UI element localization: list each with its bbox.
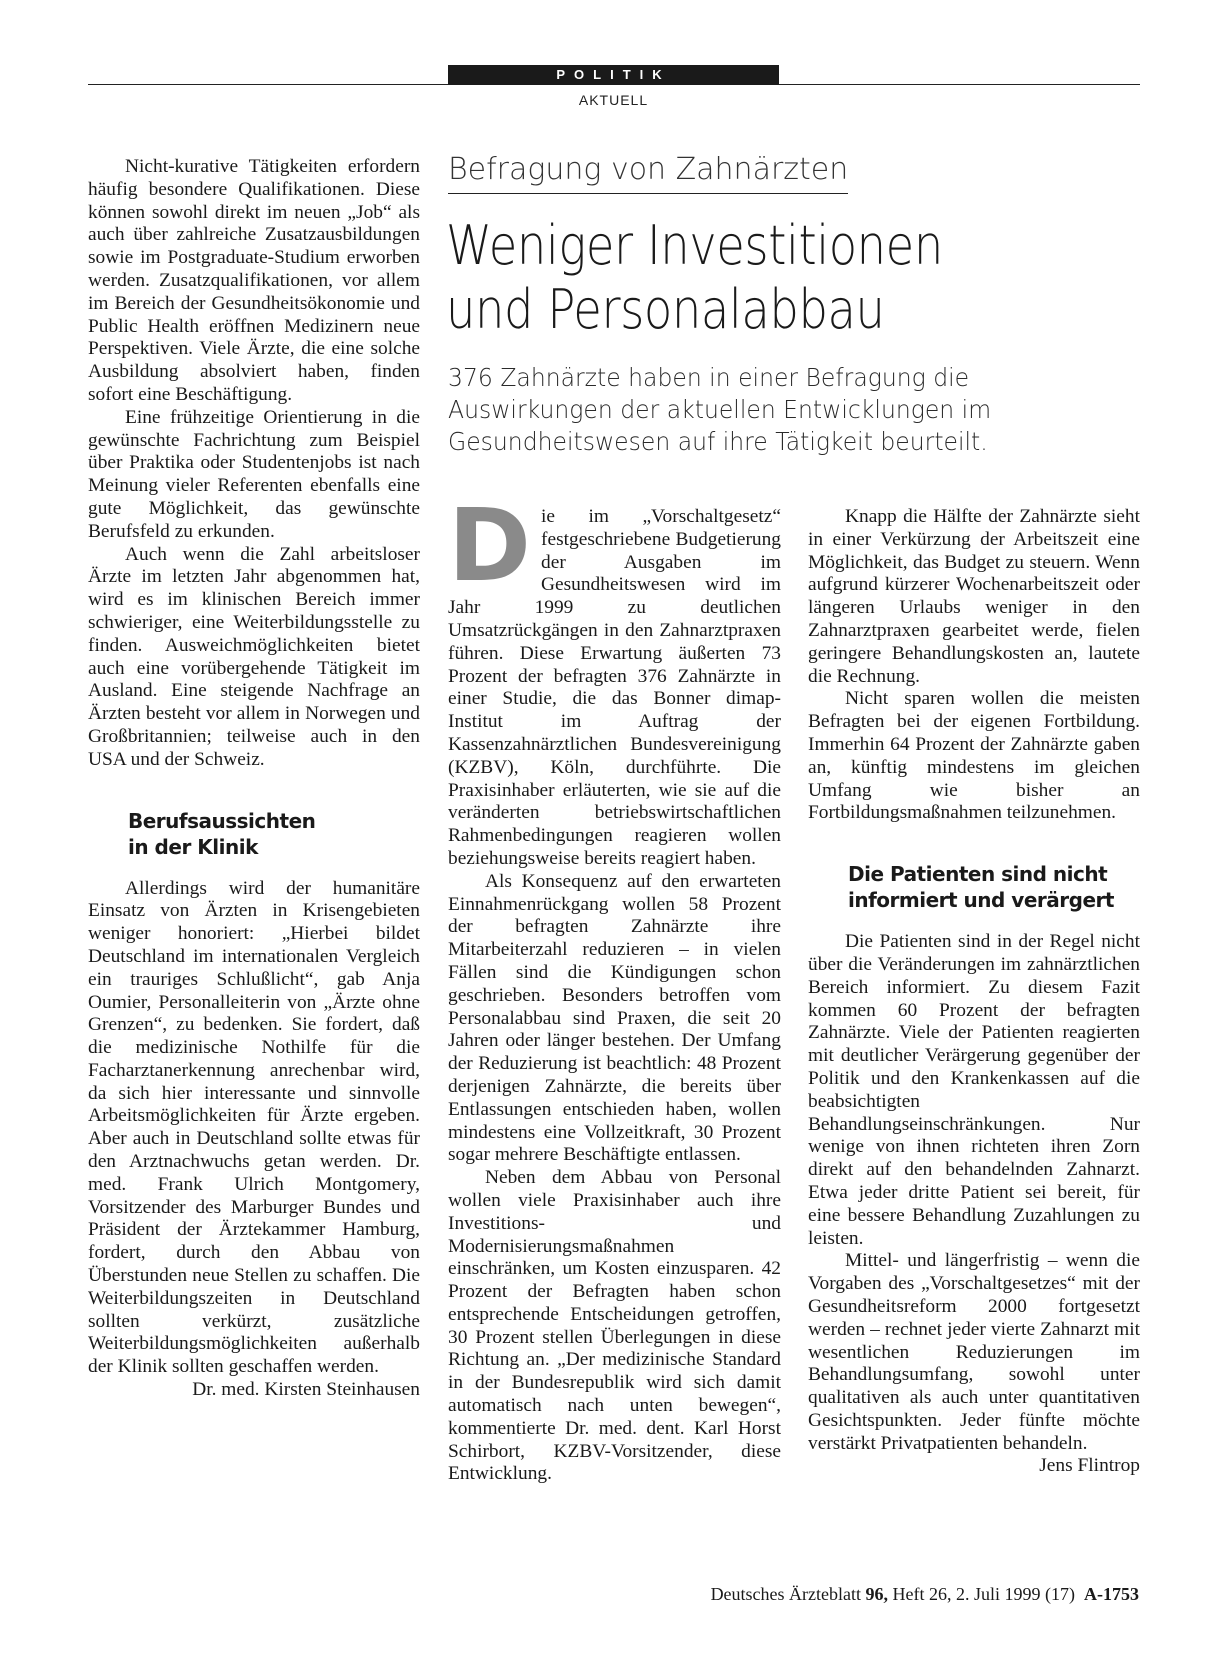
article-paragraph: Als Konsequenz auf den erwarteten Einnahmenrückgang wollen 58 Prozent der befragten Zahnärzte ihre Mitarbeiterzahl reduzieren – in vielen Fällen sind die Kündigungen schon geschrieben. Besonders betroffen vom Personalabbau sind Praxen, die seit 20 Jahren oder länger bestehen. Der Umfang der Reduzierung ist beachtlich: 48 Prozent derjenigen Zahnärzte, die bereits über Entlassungen entschieden haben, wollen mindestens eine Vollzeitkraft, 30 Prozent sogar mehrere Beschäftigte entlassen. — [448, 870, 781, 1166]
article-subheading — [848, 861, 1140, 913]
left-paragraph: Nicht-kurative Tätigkeiten erfordern häufig besondere Qualifikationen. Diese können sowohl direkt im neuen „Job“ als auch über zahlreiche Zusatzausbildungen sowie im Postgraduate-Studium erworben werden. Zusatzqualifikationen, vor allem im Bereich der Gesundheitsökonomie und Public Health eröffnen Medizinern neue Perspektiven. Viele Ärzte, die eine solche Ausbildung absolviert haben, finden sofort eine Beschäftigung. — [88, 156, 420, 405]
left-subheading — [128, 808, 420, 860]
page-footer — [711, 1584, 1139, 1605]
article-kicker: Befragung von Zahnärzten — [448, 152, 848, 194]
drop-cap: D — [448, 487, 532, 604]
article-lead: 376 Zahnärzte haben in einer Befragung die Auswirkungen der aktuellen Entwicklungen im Gesundheitswesen auf ihre Tätigkeit beurteilt. — [448, 363, 992, 456]
article-title — [446, 214, 1048, 342]
left-paragraph: Eine frühzeitige Orientierung in die gewünschte Fachrichtung zum Beispiel über Praktika oder Studentenjobs ist nach Meinung vieler Referenten ebenfalls eine gute Möglichkeit, das gewünschte Berufsfeld zu erkunden. — [88, 406, 420, 542]
article-subheading-line: Die Patienten sind nicht — [848, 862, 1108, 887]
subsection-label: AKTUELL — [578, 92, 649, 108]
article-author: Jens Flintrop — [1039, 1455, 1140, 1477]
article-paragraph-text: ie im „Vorschaltgesetz“ festgeschriebene Budgetierung der Ausgaben im Gesundheitswesen wird im Jahr 1999 zu deutlichen Umsatzrückgängen in den Zahnarztpraxen führen. Diese Erwartung äußerten 73 Prozent der befragten 376 Zahnärzte in einer Studie, die das Bonner dimap-Institut im Auftrag der Kassenzahnärztlichen Bundesvereinigung (KZBV), Köln, durchführte. Die Praxisinhaber erläuterten, wie sie auf die veränderten betriebswirtschaftlichen Rahmenbedingungen reagieren wollen beziehungsweise bereits reagiert haben. — [448, 506, 781, 869]
article-column-middle — [448, 487, 781, 1486]
article-paragraph-text: Mittel- und längerfristig – wenn die Vorgaben des „Vorschaltgesetzes“ mit der Gesundheitsreform 2000 fortgesetzt werden – rechnet jeder vierte Zahnarzt mit wesentlichen Reduzierungen im Behandlungsumfang, sowohl unter qualitativen als auch unter quantitativen Gesichtspunkten. Jeder fünfte möchte verstärkt Privatpatienten behandeln. — [808, 1250, 1140, 1454]
article-title-line: Weniger Investitionen — [446, 214, 943, 277]
left-author: Dr. med. Kirsten Steinhausen — [192, 1379, 420, 1401]
left-subheading-line: Berufsaussichten — [128, 808, 316, 833]
left-paragraph: Auch wenn die Zahl arbeitsloser Ärzte im letzten Jahr abgenommen hat, wird es im klinischen Bereich immer schwieriger, eine Weiterbildungsstelle zu finden. Ausweichmöglichkeiten bietet auch eine vorübergehende Tätigkeit im Ausland. Eine steigende Nachfrage an Ärzten besteht vor allem in Norwegen und Großbritannien; teilweise auch in den USA und der Schweiz. — [88, 543, 420, 770]
article-paragraph: Nicht sparen wollen die meisten Befragten bei der eigenen Fortbildung. Immerhin 64 Prozent der Zahnärzte gaben an, künftig mindestens im gleichen Umfang wie bisher an Fortbildungsmaßnahmen teilzunehmen. — [808, 688, 1140, 824]
footer-issue: Heft 26, 2. Juli 1999 (17) — [892, 1584, 1075, 1604]
left-column — [88, 156, 420, 1402]
article-column-right — [808, 506, 1140, 1478]
article-paragraph: Knapp die Hälfte der Zahnärzte sieht in einer Verkürzung der Arbeitszeit eine Möglichkeit, das Budget zu steuern. Wenn aufgrund kürzerer Wochenarbeitszeit oder längeren Urlaubs weniger in den Zahnarztpraxen gearbeitet werde, fielen geringere Behandlungskosten an, lautete die Rechnung. — [808, 506, 1140, 687]
article-paragraph — [448, 487, 781, 871]
left-paragraph: Allerdings wird der humanitäre Einsatz von Ärzten in Krisengebieten weniger honoriert: „Hierbei bildet Deutschland im internationalen Vergleich ein trauriges Schlußlicht“, gab Anja Oumier, Personalleiterin von „Ärzte ohne Grenzen“, zu bedenken. Sie fordert, daß die medizinische Nothilfe für die Facharztanerkennung anrechenbar wird, da sich hier interessante und sinnvolle Arbeitsmöglichkeiten für Ärzte ergeben. Aber auch in Deutschland sollte etwas für den Arztnachwuchs getan werden. Dr. med. Frank Ulrich Montgomery, Vorsitzender des Marburger Bundes und Präsident der Ärztekammer Hamburg, fordert, durch den Abbau von Überstunden neue Stellen zu schaffen. Die Weiterbildungszeiten in Deutschland sollten verkürzt, zusätzliche Weiterbildungsmöglichkeiten außerhalb der Klinik sollten geschaffen werden. — [88, 877, 420, 1378]
article-paragraph: Die Patienten sind in der Regel nicht über die Veränderungen im zahnärztlichen Bereich informiert. Zu diesem Fazit kommen 60 Prozent der befragten Zahnärzte. Viele der Patienten reagierten mit deutlicher Verärgerung gegenüber der Politik und den Krankenkassen auf die beabsichtigten Behandlungseinschränkungen. Nur wenige von ihnen richteten ihren Zorn direkt auf den behandelnden Zahnarzt. Etwa jeder dritte Patient sei bereit, für eine bessere Behandlung Zuzahlungen zu leisten. — [808, 931, 1140, 1249]
footer-publication: Deutsches Ärzteblatt — [710, 1584, 862, 1604]
article-paragraph — [808, 1250, 1140, 1477]
footer-page-number: A-1753 — [1084, 1584, 1139, 1604]
article-title-line: und Personalabbau — [446, 278, 885, 341]
footer-volume: 96, — [865, 1584, 889, 1604]
article-paragraph: Neben dem Abbau von Personal wollen viele Praxisinhaber auch ihre Investitions- und Modernisierungsmaßnahmen einschränken, um Kosten einzusparen. 42 Prozent der Befragten haben schon entsprechende Entscheidungen getroffen, 30 Prozent stellen Überlegungen in diese Richtung an. „Der medizinische Standard in der Bundesrepublik wird sich damit automatisch nach unten bewegen“, kommentierte Dr. med. dent. Karl Horst Schirbort, KZBV-Vorsitzender, diese Entwicklung. — [448, 1167, 781, 1485]
section-label: POLITIK — [448, 65, 779, 85]
left-subheading-line: in der Klinik — [128, 834, 258, 859]
article-subheading-line: informiert und verärgert — [848, 888, 1114, 913]
